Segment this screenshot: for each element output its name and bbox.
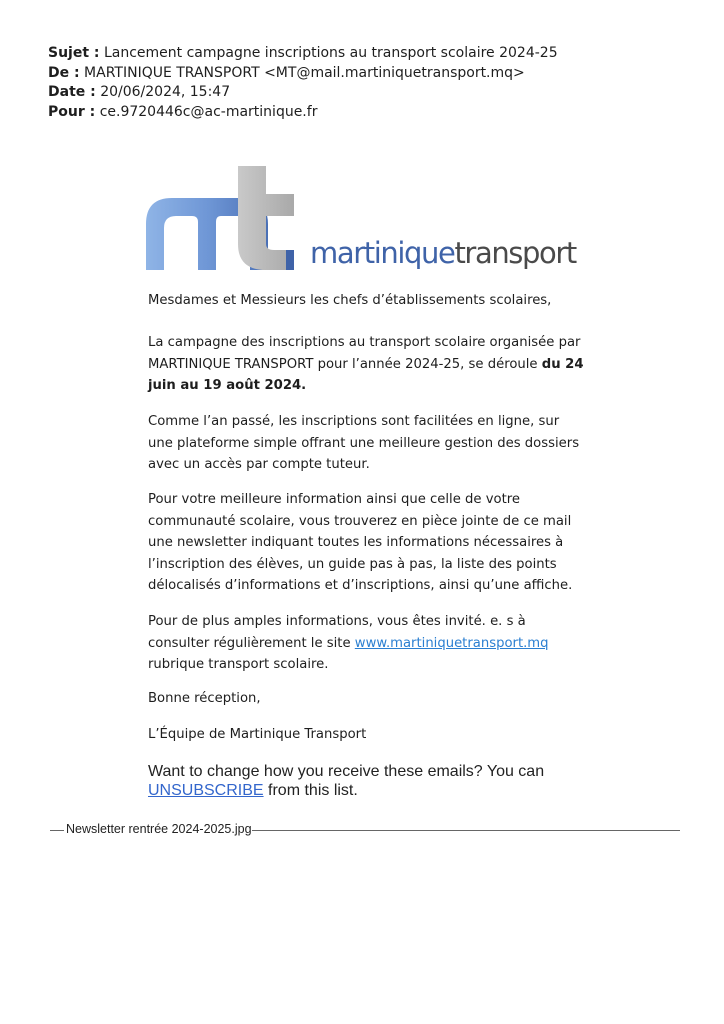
logo-mark-text: mt [146, 166, 148, 167]
to-value: ce.9720446c@ac-martinique.fr [99, 103, 318, 120]
brand-word-transport: transport [454, 236, 576, 270]
unsubscribe-text-before: Want to change how you receive these emails? You can [148, 763, 545, 780]
signature: L’Équipe de Martinique Transport [148, 727, 367, 742]
attachment-info-paragraph: Pour votre meilleure information ainsi que celle de votre communauté scolaire, vous trouverez en pièce jointe de ce mail une newsletter indiquant toutes les informations nécessaires à l’inscription des élèves, un guide pas à pas, la liste des points délocalisés d’informations et d’inscriptions, ainsi qu’une affiche. [148, 492, 573, 593]
from-label: De : [48, 64, 80, 81]
brand-word-martinique: martinique [310, 236, 455, 270]
website-text-after: rubrique transport scolaire. [148, 657, 329, 672]
website-text-before: Pour de plus amples informations, vous êtes invité. e. s à consulter régulièrement le site [148, 614, 526, 651]
date-label: Date : [48, 84, 96, 100]
to-row [48, 103, 558, 123]
date-row [48, 83, 558, 103]
closing: Bonne réception, [148, 691, 261, 706]
attachment-filename: Newsletter rentrée 2024-2025.jpg [66, 822, 252, 836]
greeting: Mesdames et Messieurs les chefs d’établissements scolaires, [148, 293, 552, 308]
subject-row [48, 44, 558, 64]
from-row [48, 64, 558, 84]
campaign-text: La campagne des inscriptions au transport scolaire organisée par MARTINIQUE TRANSPORT pour l’année 2024-25, se déroule [148, 335, 581, 372]
email-header [48, 44, 558, 122]
campaign-paragraph [148, 332, 588, 397]
separator-line-left [50, 830, 64, 831]
subject-value: Lancement campagne inscriptions au transport scolaire 2024-25 [103, 45, 558, 61]
from-value: MARTINIQUE TRANSPORT <MT@mail.martiniquetransport.mq> [84, 64, 525, 81]
separator-line-right [252, 830, 680, 831]
website-link[interactable]: www.martiniquetransport.mq [354, 635, 549, 651]
unsubscribe-link[interactable]: UNSUBSCRIBE [148, 782, 264, 799]
attachment-separator [50, 822, 680, 840]
logo-t-shape [238, 166, 294, 270]
website-paragraph [148, 611, 588, 676]
date-value: 20/06/2024, 15:47 [100, 84, 231, 100]
online-paragraph: Comme l’an passé, les inscriptions sont facilitées en ligne, sur une plateforme simple offrant une meilleure gestion des dossiers avec un accès par compte tuteur. [148, 414, 580, 472]
logo-underline [286, 250, 294, 270]
to-label: Pour : [48, 103, 96, 120]
unsubscribe-text-after: from this list. [263, 782, 358, 799]
campaign-dates: du 24 juin au 19 août 2024. [148, 356, 584, 393]
subject-label: Sujet : [48, 45, 100, 61]
brand-wordmark [310, 236, 576, 270]
unsubscribe-notice [148, 762, 618, 800]
